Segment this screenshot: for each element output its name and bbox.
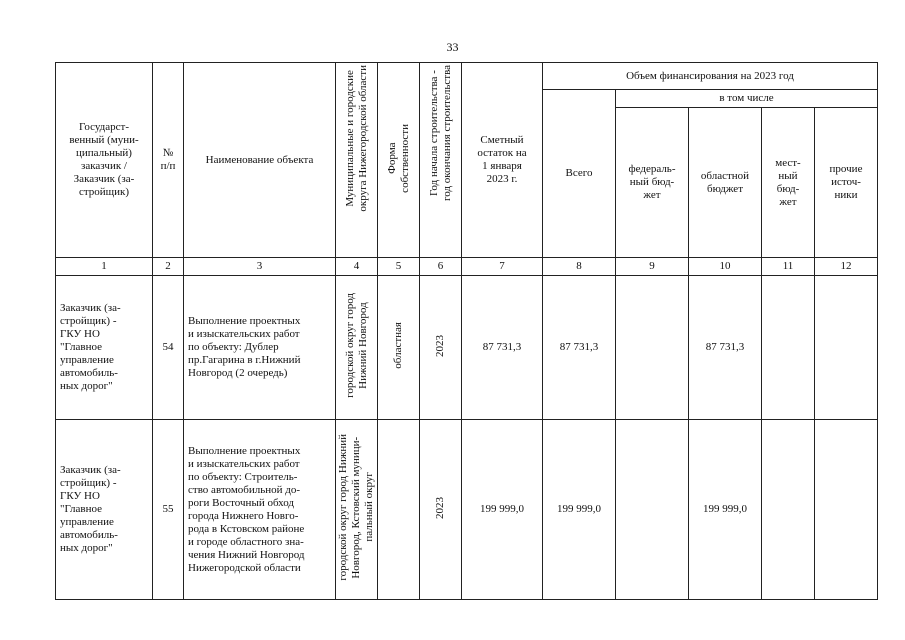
- column-number: 8: [543, 258, 616, 276]
- row-years: 2023: [420, 420, 462, 600]
- row-ownership: областная: [378, 276, 420, 420]
- row-total: 199 999,0: [543, 420, 616, 600]
- column-number: 7: [462, 258, 543, 276]
- row-other: [815, 420, 878, 600]
- row-ownership: [378, 420, 420, 600]
- row-customer: Заказчик (за- стройщик) - ГКУ НО "Главное управление автомобиль- ных дорог": [56, 420, 153, 600]
- row-federal: [616, 276, 689, 420]
- row-municipality: городской округ город Нижний Новгород: [336, 276, 378, 420]
- header-balance: Сметный остаток на 1 января 2023 г.: [462, 63, 543, 258]
- column-number: 3: [184, 258, 336, 276]
- row-object-name: Выполнение проектных и изыскательских работ по объекту: Дублер пр.Гагарина в г.Нижний Новгород (2 очередь): [184, 276, 336, 420]
- row-local: [762, 420, 815, 600]
- column-number: 5: [378, 258, 420, 276]
- row-municipality: городской округ город Нижний Новгород, Кстовский муници- пальный округ: [336, 420, 378, 600]
- column-number: 11: [762, 258, 815, 276]
- row-years: 2023: [420, 276, 462, 420]
- header-other: прочие источ- ники: [815, 108, 878, 258]
- row-local: [762, 276, 815, 420]
- financing-table: [55, 62, 878, 600]
- row-object-name: Выполнение проектных и изыскательских работ по объекту: Строитель- ство автомобильной до- роги Восточный обход города Нижнего Новго- рода в Кстовском районе и городе областного зна- чения Нижний Новгород Нижегородской области: [184, 420, 336, 600]
- column-number: 10: [689, 258, 762, 276]
- row-number: 54: [153, 276, 184, 420]
- header-total: Всего: [543, 90, 616, 258]
- row-balance: 199 999,0: [462, 420, 543, 600]
- row-number: 55: [153, 420, 184, 600]
- row-federal: [616, 420, 689, 600]
- page-number: 33: [446, 40, 459, 54]
- header-number: № п/п: [153, 63, 184, 258]
- row-customer: Заказчик (за- стройщик) - ГКУ НО "Главное управление автомобиль- ных дорог": [56, 276, 153, 420]
- column-number-row: [56, 258, 878, 276]
- header-municipality: Муниципальные и городские округа Нижегородской области: [336, 63, 378, 258]
- header-financing: Объем финансирования на 2023 год: [543, 63, 878, 90]
- row-balance: 87 731,3: [462, 276, 543, 420]
- header-federal: федераль- ный бюд- жет: [616, 108, 689, 258]
- table-row: [56, 276, 878, 420]
- header-customer: Государст- венный (муни- ципальный) заказчик / Заказчик (за- стройщик): [56, 63, 153, 258]
- row-other: [815, 276, 878, 420]
- header-including: в том числе: [616, 90, 878, 108]
- header-local: мест- ный бюд- жет: [762, 108, 815, 258]
- row-total: 87 731,3: [543, 276, 616, 420]
- column-number: 12: [815, 258, 878, 276]
- row-regional: 87 731,3: [689, 276, 762, 420]
- column-number: 1: [56, 258, 153, 276]
- column-number: 4: [336, 258, 378, 276]
- table-row: [56, 420, 878, 600]
- column-number: 6: [420, 258, 462, 276]
- header-years: Год начала строительства - год окончания строительства: [420, 63, 462, 258]
- column-number: 2: [153, 258, 184, 276]
- header-ownership: Форма собственности: [378, 63, 420, 258]
- column-number: 9: [616, 258, 689, 276]
- row-regional: 199 999,0: [689, 420, 762, 600]
- header-object-name: Наименование объекта: [184, 63, 336, 258]
- header-regional: областной бюджет: [689, 108, 762, 258]
